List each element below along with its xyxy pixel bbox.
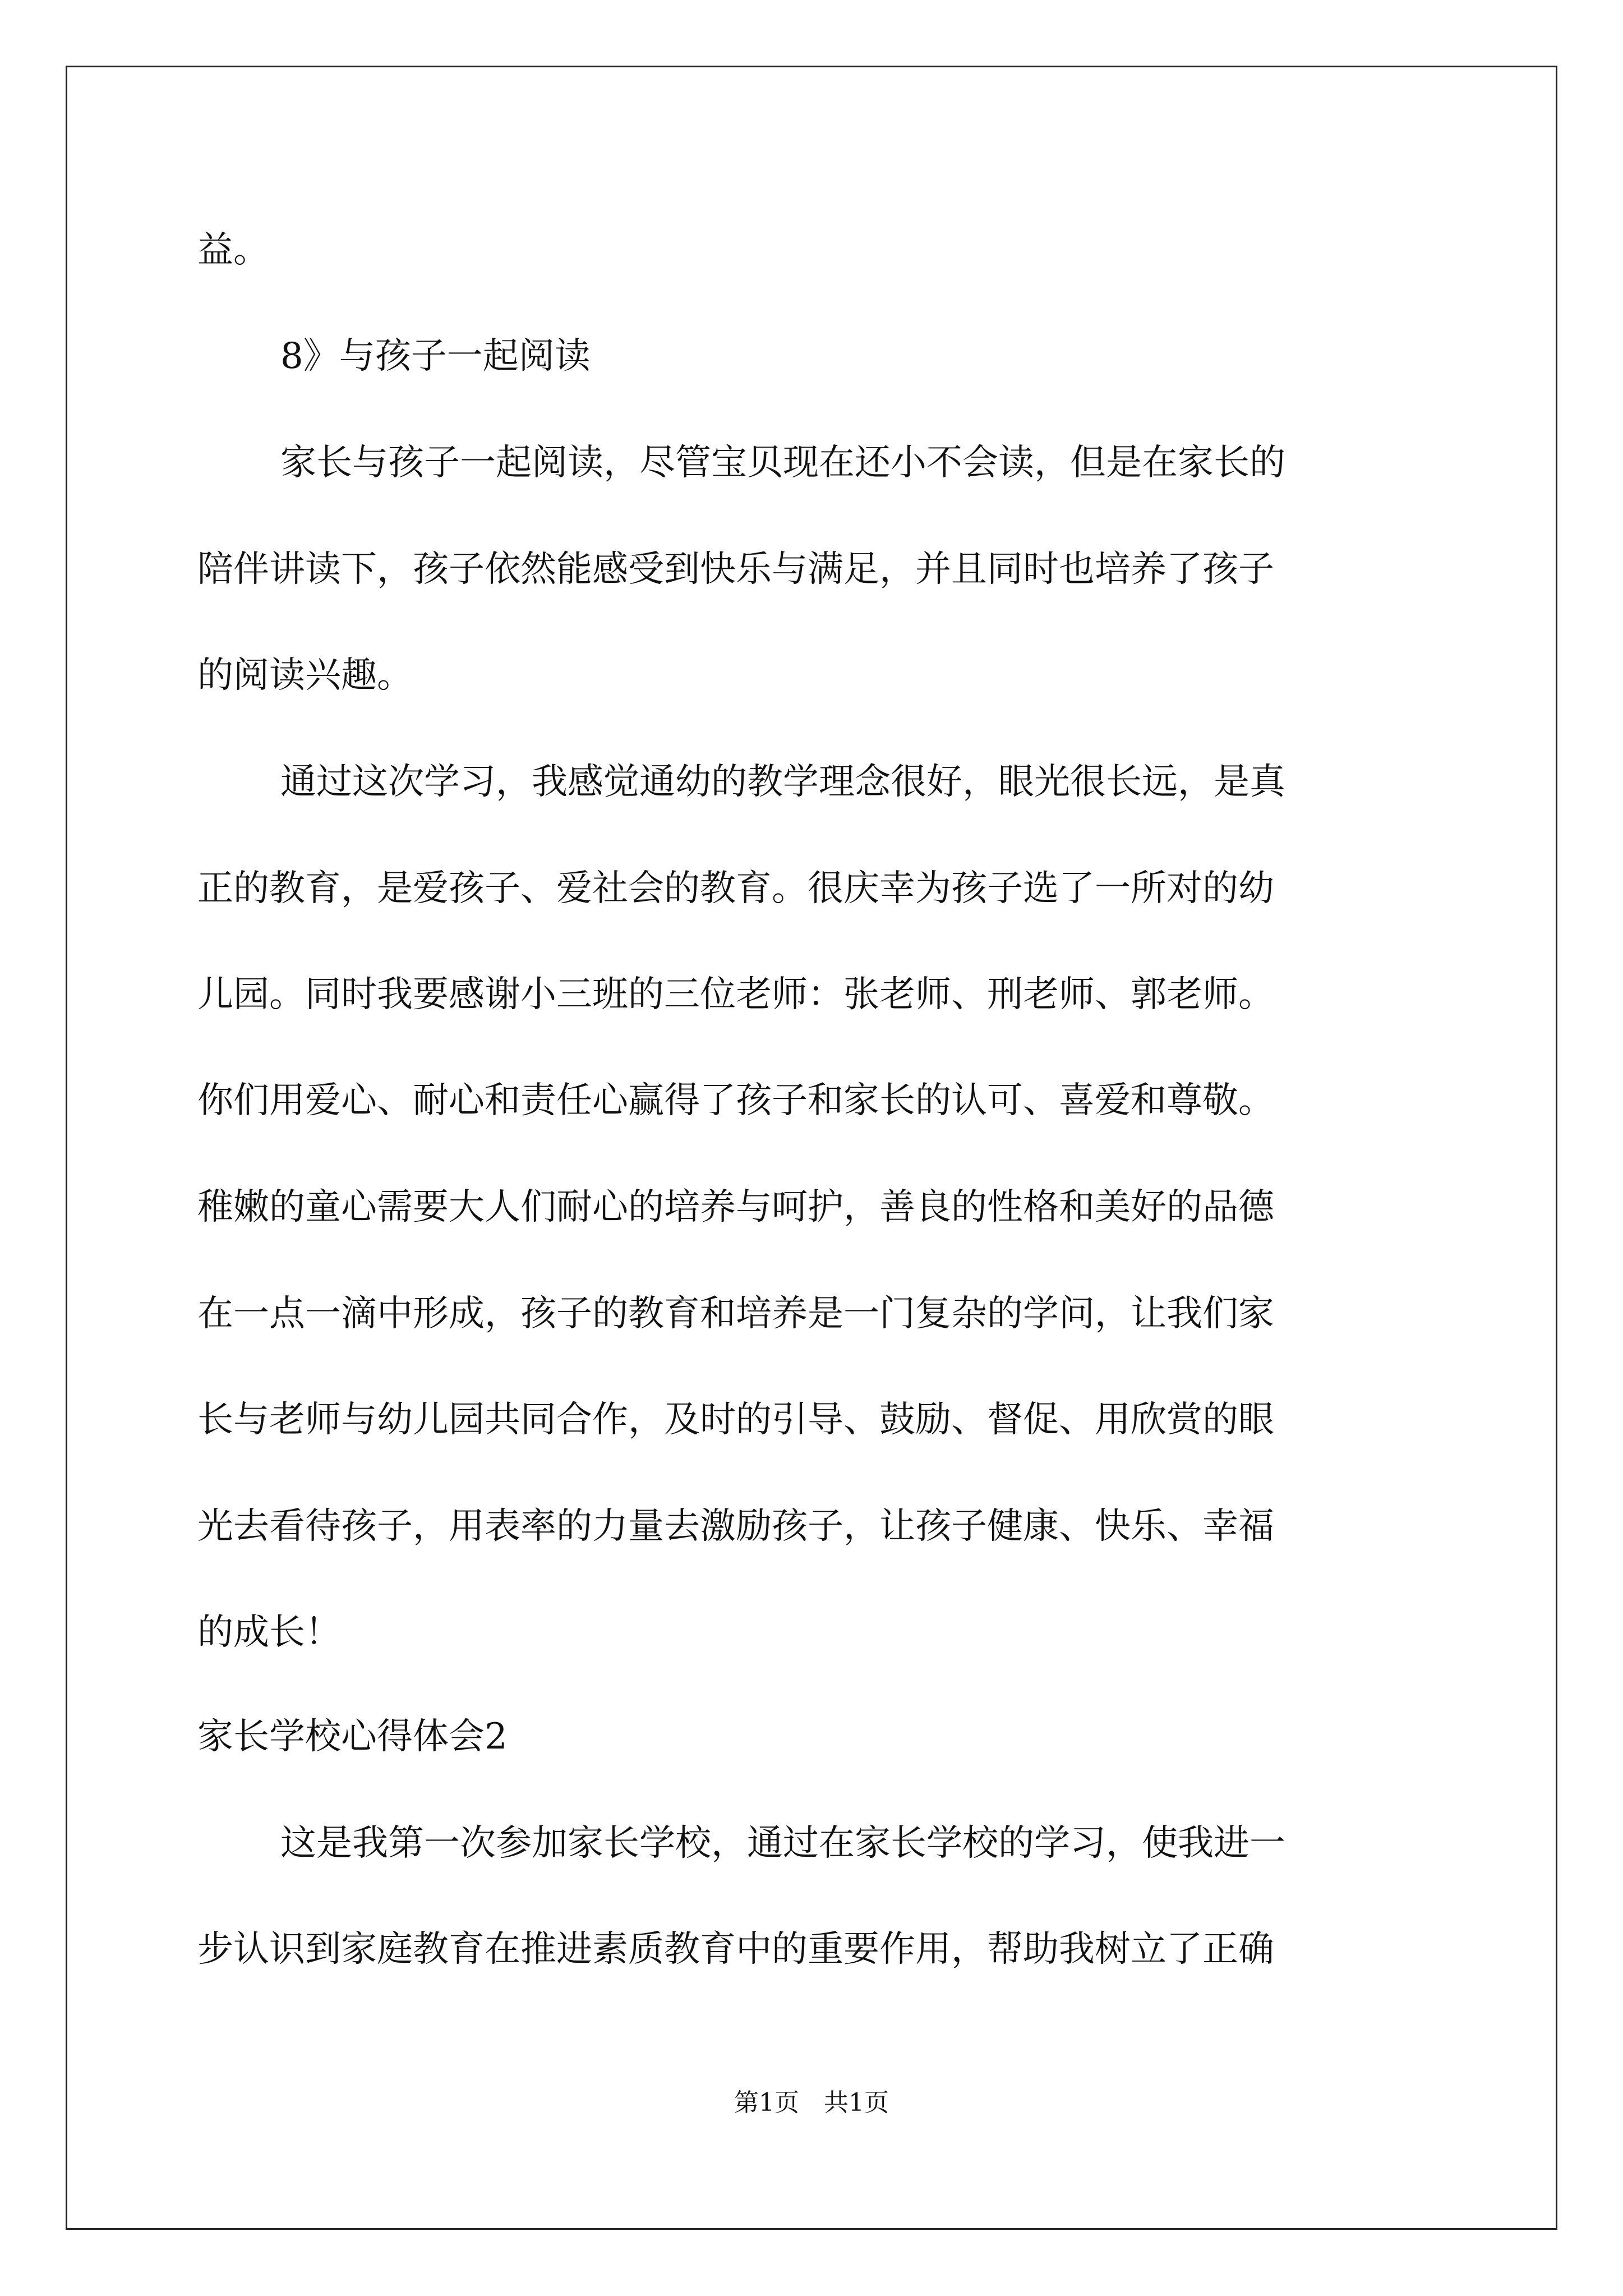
text-line: 家长与孩子一起阅读，尽管宝贝现在还小不会读，但是在家长的 xyxy=(280,442,1285,484)
text-line: 陪伴讲读下，孩子依然能感受到快乐与满足，并且同时也培养了孩子 xyxy=(197,549,1274,590)
text-line: 长与老师与幼儿园共同合作，及时的引导、鼓励、督促、用欣赏的眼 xyxy=(197,1399,1274,1441)
text-line: 儿园。同时我要感谢小三班的三位老师：张老师、刑老师、郭老师。 xyxy=(197,974,1274,1015)
section-heading: 家长学校心得体会2 xyxy=(197,1716,508,1757)
text-line: 的成长！ xyxy=(197,1612,341,1653)
text-line: 的阅读兴趣。 xyxy=(197,655,413,696)
text-line: 这是我第一次参加家长学校，通过在家长学校的学习，使我进一 xyxy=(280,1823,1285,1864)
text-line: 益。 xyxy=(197,229,269,271)
text-line: 光去看待孩子，用表率的力量去激励孩子，让孩子健康、快乐、幸福 xyxy=(197,1506,1274,1547)
text-line: 步认识到家庭教育在推进素质教育中的重要作用，帮助我树立了正确 xyxy=(197,1929,1274,1970)
text-line: 你们用爱心、耐心和责任心赢得了孩子和家长的认可、喜爱和尊敬。 xyxy=(197,1080,1274,1121)
page-border xyxy=(66,66,1557,2230)
text-line: 稚嫩的童心需要大人们耐心的培养与呵护，善良的性格和美好的品德 xyxy=(197,1186,1274,1228)
text-line: 正的教育，是爱孩子、爱社会的教育。很庆幸为孩子选了一所对的幼 xyxy=(197,868,1274,909)
text-line: 在一点一滴中形成，孩子的教育和培养是一门复杂的学问，让我们家 xyxy=(197,1293,1274,1335)
page-footer: 第1页 共1页 xyxy=(734,2088,889,2117)
text-line: 通过这次学习，我感觉通幼的教学理念很好，眼光很长远，是真 xyxy=(280,761,1285,803)
text-line: 8》与孩子一起阅读 xyxy=(280,335,591,377)
